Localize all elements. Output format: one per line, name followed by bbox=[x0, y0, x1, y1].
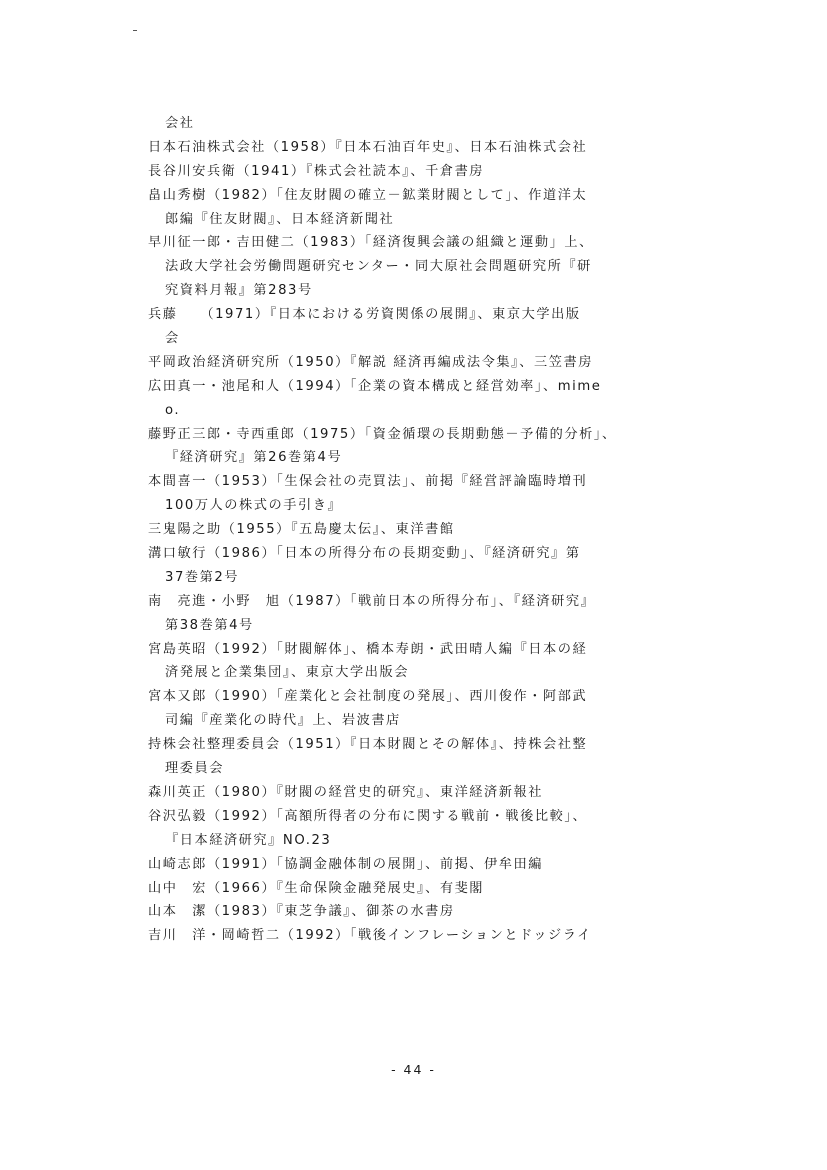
reference-entry-line: 三鬼陽之助（1955）『五島慶太伝』、東洋書館 bbox=[148, 522, 455, 538]
reference-entry-line: 藤野正三郎・寺西重郎（1975）「資金循環の長期動態－予備的分析」、 bbox=[148, 426, 617, 442]
reference-entry-line: 山中 宏（1966）『生命保険金融発展史』、有斐閣 bbox=[148, 880, 485, 896]
reference-continuation-line: 会社 bbox=[165, 116, 195, 131]
reference-entry-line: 兵藤 （1971）『日本における労資関係の展開』、東京大学出版 bbox=[148, 307, 581, 323]
reference-continuation-line: 会 bbox=[165, 331, 180, 347]
reference-continuation-line: 100万人の株式の手引き』 bbox=[165, 498, 343, 514]
reference-continuation-line: 済発展と企業集団』、東京大学出版会 bbox=[165, 665, 409, 681]
page-number: - 44 - bbox=[391, 1062, 436, 1077]
reference-entry-line: 長谷川安兵衛（1941）『株式会社読本』、千倉書房 bbox=[148, 163, 485, 179]
reference-entry-line: 宮本又郎（1990）「産業化と会社制度の発展」、西川俊作・阿部武 bbox=[148, 689, 588, 705]
reference-entry-line: 溝口敏行（1986）「日本の所得分布の長期変動」、『経済研究』第 bbox=[148, 546, 581, 562]
reference-continuation-line: 司編『産業化の時代』上、岩波書店 bbox=[165, 713, 401, 729]
reference-entry-line: 谷沢弘毅（1992）「高額所得者の分布に関する戦前・戦後比較」、 bbox=[148, 808, 588, 824]
reference-entry-line: 日本石油株式会社（1958）『日本石油百年史』、日本石油株式会社 bbox=[148, 139, 588, 155]
reference-continuation-line: 法政大学社会労働問題研究センター・同大原社会問題研究所『研 bbox=[165, 259, 592, 275]
reference-entry-line: 森川英正（1980）『財閥の経営史的研究』、東洋経済新報社 bbox=[148, 784, 543, 800]
reference-entry-line: 宮島英昭（1992）「財閥解体」、橋本寿朗・武田晴人編『日本の経 bbox=[148, 641, 588, 657]
scan-speck bbox=[133, 30, 137, 31]
reference-continuation-line: 37巻第2号 bbox=[165, 569, 240, 585]
reference-entry-line: 平岡政治経済研究所（1950）『解説 経済再編成法令集』、三笠書房 bbox=[148, 354, 593, 370]
reference-entry-line: 南 亮進・小野 旭（1987）「戦前日本の所得分布」、『経済研究』 bbox=[148, 593, 596, 609]
reference-entry-line: 持株会社整理委員会（1951）『日本財閥とその解体』、持株会社整 bbox=[148, 737, 588, 753]
reference-entry-line: 畠山秀樹（1982）「住友財閥の確立－鉱業財閥として」、作道洋太 bbox=[148, 187, 588, 203]
reference-list bbox=[148, 112, 718, 948]
reference-continuation-line: 理委員会 bbox=[165, 761, 224, 777]
reference-entry-line: 広田真一・池尾和人（1994）「企業の資本構成と経営効率」、mime bbox=[148, 378, 602, 394]
reference-continuation-line: 究資料月報』第283号 bbox=[165, 283, 313, 299]
reference-entry-line: 山崎志郎（1991）「協調金融体制の展開」、前掲、伊牟田編 bbox=[148, 856, 543, 872]
reference-continuation-line: 郎編『住友財閥』、日本経済新聞社 bbox=[165, 211, 395, 227]
reference-continuation-line: o. bbox=[165, 402, 181, 418]
reference-continuation-line: 『日本経済研究』NO.23 bbox=[165, 832, 332, 848]
reference-entry-line: 山本 潔（1983）『東芝争議』、御茶の水書房 bbox=[148, 904, 455, 920]
reference-continuation-line: 第38巻第4号 bbox=[165, 617, 254, 633]
reference-entry-line: 吉川 洋・岡崎哲二（1992）「戦後インフレーションとドッジライ bbox=[148, 928, 592, 944]
reference-entry-line: 早川征一郎・吉田健二（1983）「経済復興会議の組織と運動」上、 bbox=[148, 235, 594, 251]
reference-continuation-line: 『経済研究』第26巻第4号 bbox=[165, 450, 343, 466]
reference-entry-line: 本間喜一（1953）「生保会社の売買法」、前掲『経営評論臨時増刊 bbox=[148, 474, 588, 490]
